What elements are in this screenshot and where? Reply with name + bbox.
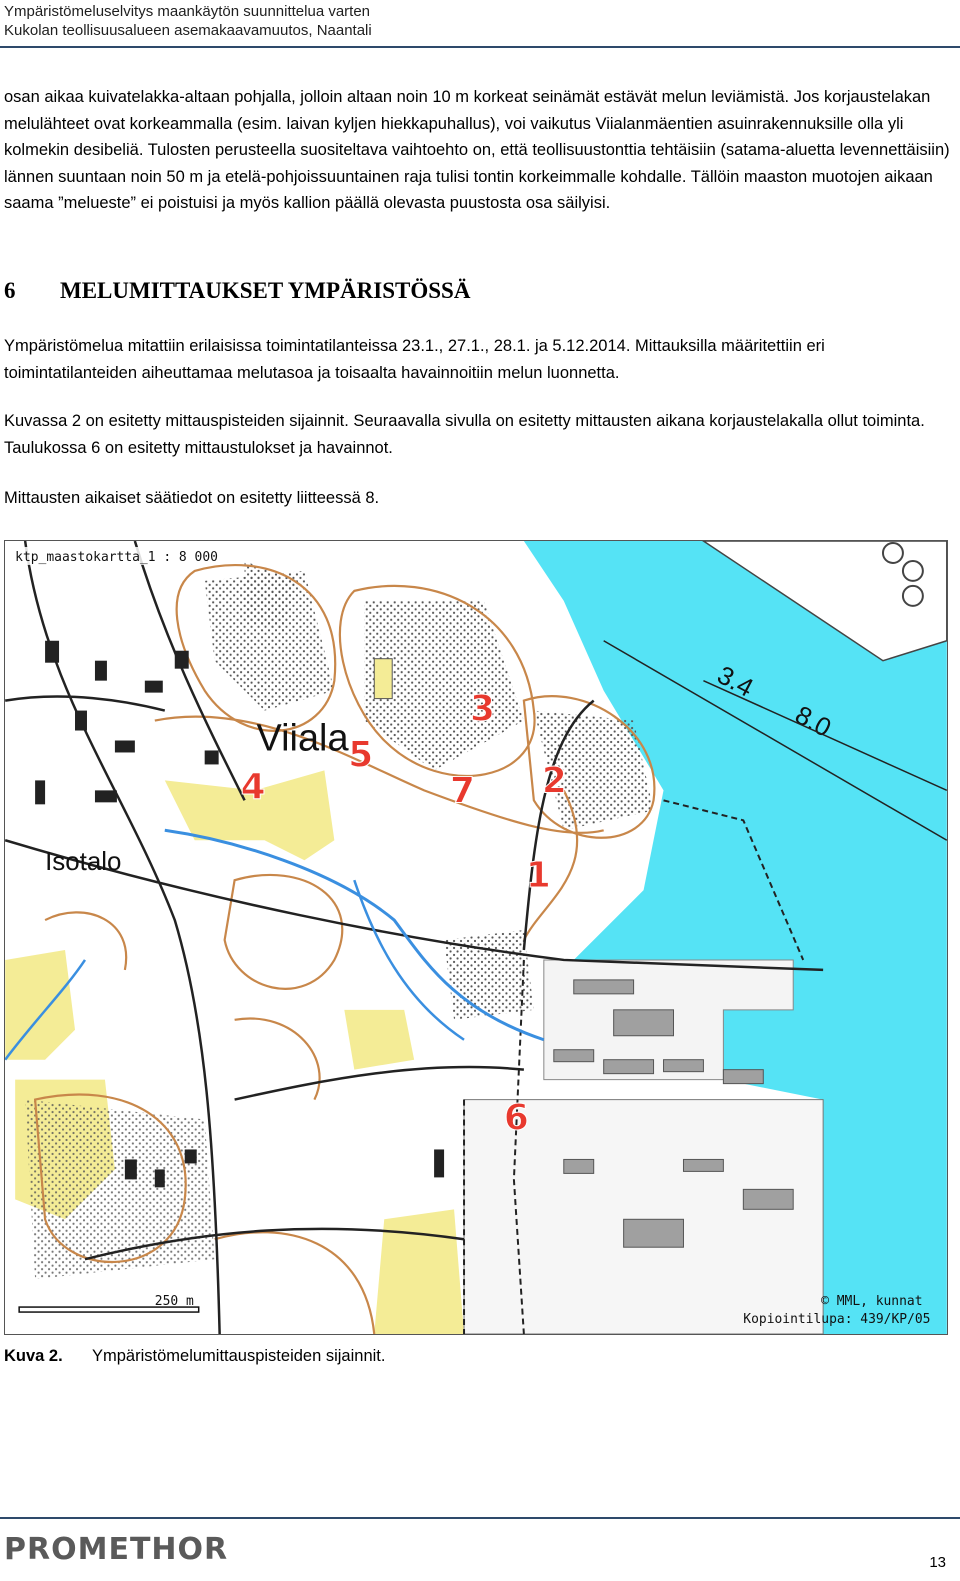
paragraph-3: Kuvassa 2 on esitetty mittauspisteiden sijainnit. Seuraavalla sivulla on esitetty mittausten aikana korjaustelakalla ollut toiminta. Taulukossa 6 on esitetty mittaustulokset ja havainnot.	[4, 412, 925, 457]
footer-divider	[0, 1517, 960, 1519]
depth-label-2: 8.0	[790, 701, 836, 743]
measurement-point-1: 1	[525, 855, 551, 897]
figure-caption	[4, 1347, 385, 1366]
document-header	[4, 2, 372, 40]
copyright-line-1: © MML, kunnat	[821, 1294, 923, 1310]
measurement-point-6: 6	[503, 1097, 529, 1139]
map-source-label: ktp_maastokartta_1 : 8 000	[15, 549, 218, 565]
measurement-point-3: 3	[470, 688, 495, 730]
header-subtitle: Kukolan teollisuusalueen asemakaavamuutos, Naantali	[4, 22, 372, 39]
measurement-point-2: 2	[541, 760, 567, 802]
paragraph-2: Ympäristömelua mitattiin erilaisissa toimintatilanteissa 23.1., 27.1., 28.1. ja 5.12.2014. Mittauksilla määritettiin eri toimintatilanteiden aiheuttamaa melutasoa ja toisaalta havainnoitiin melun luonnetta.	[4, 337, 825, 382]
caption-label: Kuva 2.	[4, 1347, 63, 1365]
depth-label-1: 3.4	[712, 661, 758, 703]
caption-text: Ympäristömelumittauspisteiden sijainnit.	[92, 1347, 386, 1365]
header-divider	[0, 46, 960, 48]
map-field-4	[374, 1209, 464, 1334]
company-logo: PROMETHOR	[4, 1532, 229, 1567]
section-title: MELUMITTAUKSET YMPÄRISTÖSSÄ	[60, 278, 471, 303]
header-title: Ympäristömeluselvitys maankäytön suunnittelua varten	[4, 3, 371, 20]
section-number: 6	[4, 278, 16, 303]
map-field-5	[344, 1010, 414, 1070]
place-label-viiala: Viiala	[256, 717, 349, 760]
measurement-point-4: 4	[240, 766, 266, 808]
scale-label: 250 m	[154, 1294, 194, 1310]
section-heading	[4, 278, 470, 304]
page-number: 13	[929, 1554, 946, 1571]
paragraph-4: Mittausten aikaiset säätiedot on esitetty liitteessä 8.	[4, 489, 380, 507]
measurement-point-5: 5	[348, 734, 374, 776]
measurement-map	[4, 540, 948, 1335]
measurement-point-7: 7	[450, 770, 476, 812]
copyright-line-2: Kopiointilupa: 439/KP/05	[743, 1312, 931, 1328]
place-label-isotalo: Isotalo	[45, 848, 122, 877]
paragraph-1: osan aikaa kuivatelakka-altaan pohjalla, jolloin altaan noin 10 m korkeat seinämät estävät melun leviämistä. Jos korjaustelakan melulähteet ovat korkeammalla (esim. laivan kyljen hiekkapuhallus), voi vaikutus Viialanmäentien asuinrakennuksille olla yli kolmekin desibeliä. Tulosten perusteella suositeltava vaihtoehto on, että teollisuustonttia tehtäisiin (satama-aluetta levennettäisiin) lännen suuntaan noin 50 m ja etelä-pohjoissuuntainen raja tulisi tontin korkeimmalle kohdalle. Tällöin maaston muotojen aikaan saama ”melueste” ei poistuisi ja myös kallion päällä olevasta puustosta osa säilyisi.	[4, 88, 950, 212]
